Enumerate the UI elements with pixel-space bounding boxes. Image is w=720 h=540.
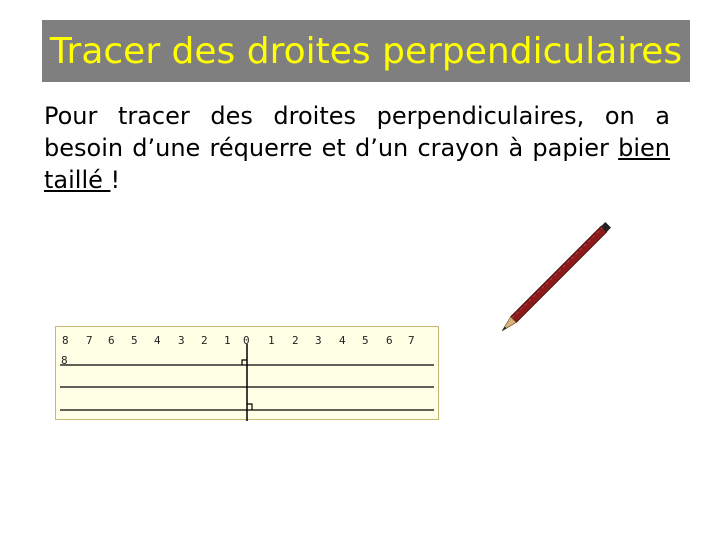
square-label-right-2: 2 — [292, 334, 299, 347]
square-label-left-6: 6 — [108, 334, 115, 347]
square-ruler — [55, 326, 439, 420]
square-label-right-1: 1 — [268, 334, 275, 347]
square-label-left-8: 8 — [62, 334, 69, 347]
square-label-right-3: 3 — [315, 334, 322, 347]
square-label-left-1: 1 — [224, 334, 231, 347]
title-bar — [42, 20, 690, 82]
pencil-icon — [500, 188, 640, 338]
square-label-zero: 0 — [243, 334, 250, 347]
body-end: ! — [110, 166, 121, 194]
body-underlined: bien taillé — [44, 134, 670, 194]
square-label-left-4: 4 — [154, 334, 161, 347]
body-main: Pour tracer des droites perpendiculaires, on a besoin d’une réquerre et d’un crayon à papier — [44, 102, 670, 162]
square-label-bottom-left: 8 — [61, 354, 68, 367]
square-label-right-7: 7 — [408, 334, 415, 347]
square-label-right-5: 5 — [362, 334, 369, 347]
square-label-left-5: 5 — [131, 334, 138, 347]
square-label-left-2: 2 — [201, 334, 208, 347]
square-label-right-6: 6 — [386, 334, 393, 347]
slide-title: Tracer des droites perpendiculaires — [49, 30, 683, 72]
square-label-left-3: 3 — [178, 334, 185, 347]
square-label-right-4: 4 — [339, 334, 346, 347]
square-label-left-7: 7 — [86, 334, 93, 347]
body-text — [44, 100, 670, 196]
